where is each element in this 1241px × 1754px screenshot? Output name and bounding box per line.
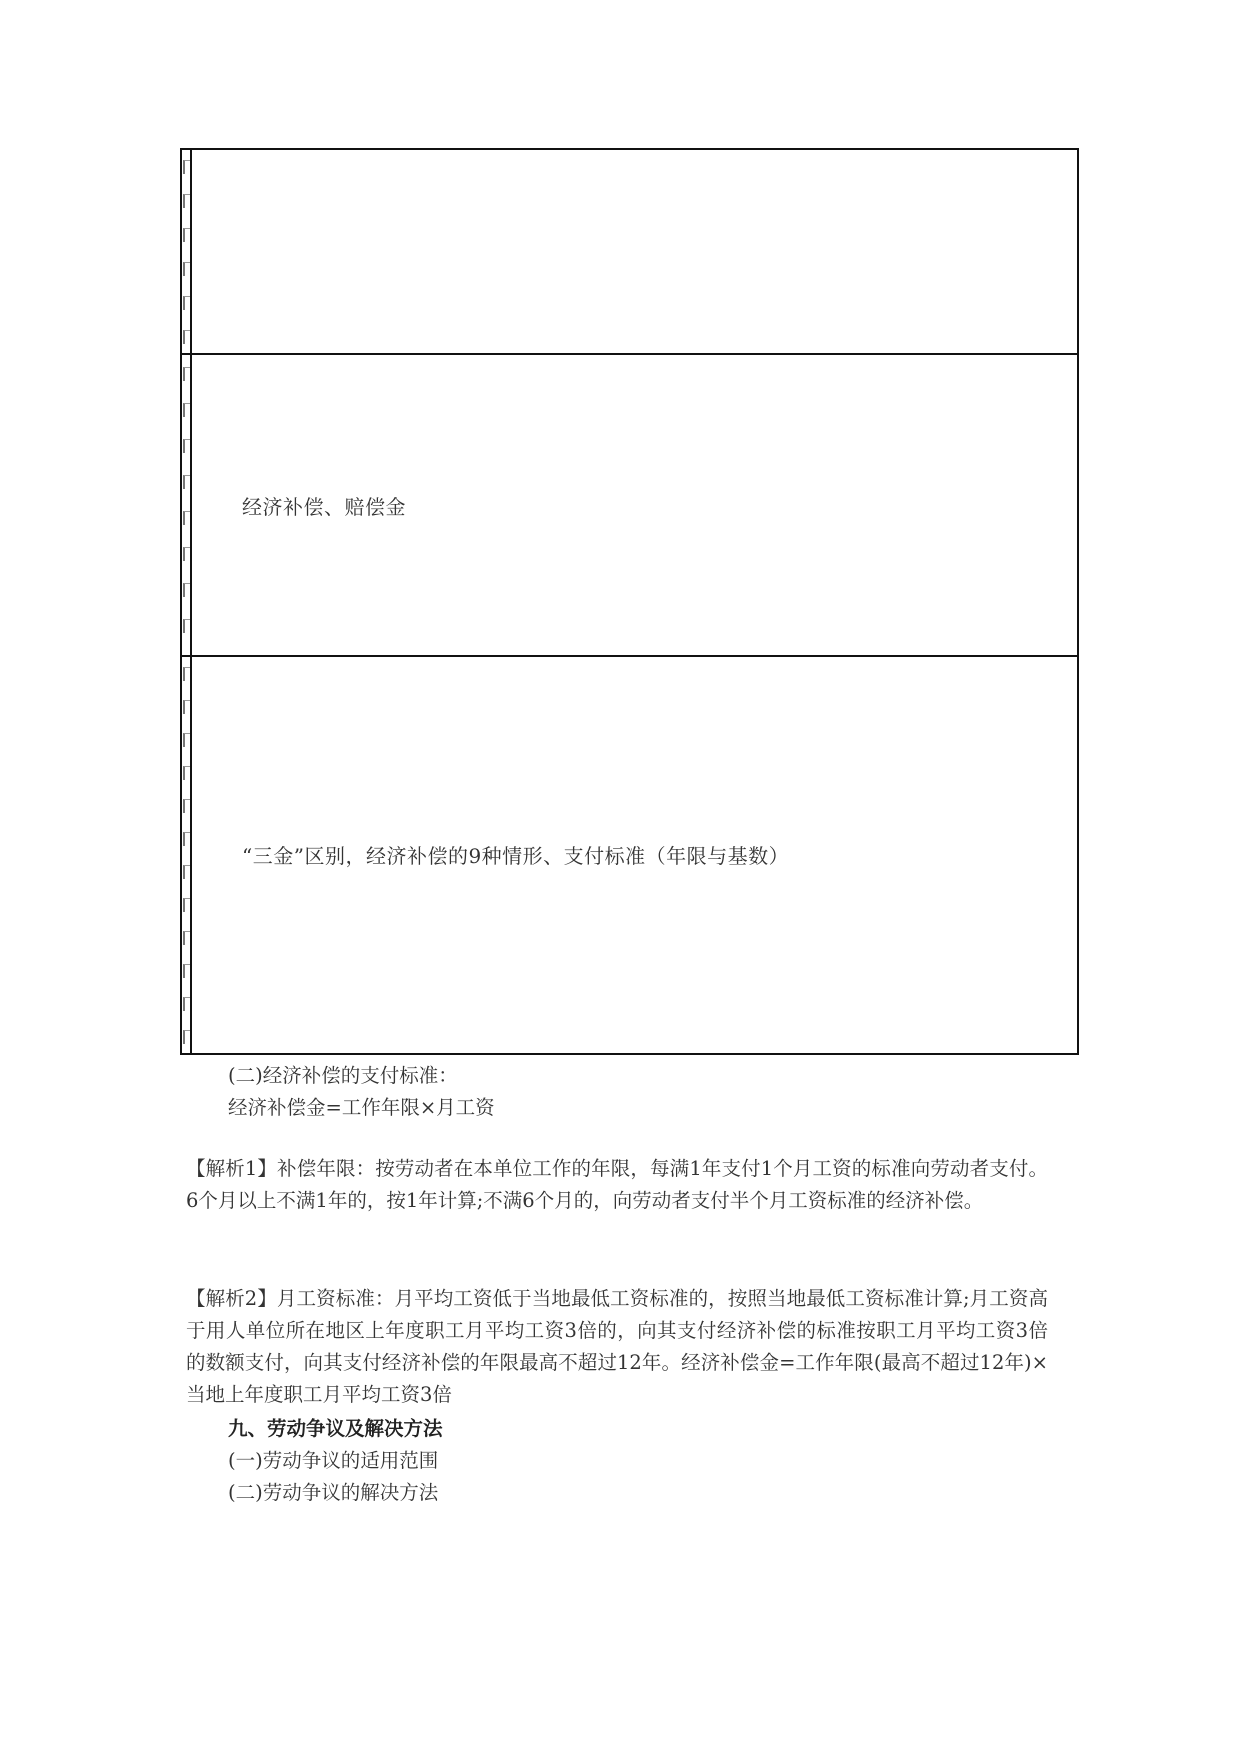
chapter-heading: 九、劳动争议及解决方法 — [228, 1417, 443, 1440]
table-row — [182, 353, 1077, 655]
cropped-left-column — [182, 150, 192, 353]
cropped-left-column — [182, 355, 192, 655]
formula-line: 经济补偿金=工作年限×月工资 — [228, 1096, 495, 1119]
table-cell-text: 经济补偿、赔偿金 — [242, 495, 406, 519]
table-row — [182, 150, 1077, 353]
table-cell — [192, 355, 1077, 655]
analysis-paragraph-1: 【解析1】补偿年限：按劳动者在本单位工作的年限，每满1年支付1个月工资的标准向劳动者支付。6个月以上不满1年的，按1年计算;不满6个月的，向劳动者支付半个月工资标准的经济补偿。 — [186, 1157, 1048, 1212]
table-cell — [192, 150, 1077, 353]
table-row — [182, 655, 1077, 1053]
subsection-title: (二)经济补偿的支付标准： — [228, 1064, 458, 1087]
summary-table — [180, 148, 1079, 1055]
chapter-item-1: (一)劳动争议的适用范围 — [228, 1449, 439, 1472]
table-cell-text: “三金”区别，经济补偿的9种情形、支付标准（年限与基数） — [242, 844, 790, 868]
chapter-item-2: (二)劳动争议的解决方法 — [228, 1481, 439, 1504]
table-cell — [192, 657, 1077, 1053]
cropped-left-column — [182, 657, 192, 1053]
analysis-paragraph-2: 【解析2】月工资标准：月平均工资低于当地最低工资标准的，按照当地最低工资标准计算;月工资高于用人单位所在地区上年度职工月平均工资3倍的，向其支付经济补偿的标准按职工月平均工资3倍的数额支付，向其支付经济补偿的年限最高不超过12年。经济补偿金=工作年限(最高不超过12年)×当地上年度职工月平均工资3倍 — [186, 1287, 1048, 1406]
